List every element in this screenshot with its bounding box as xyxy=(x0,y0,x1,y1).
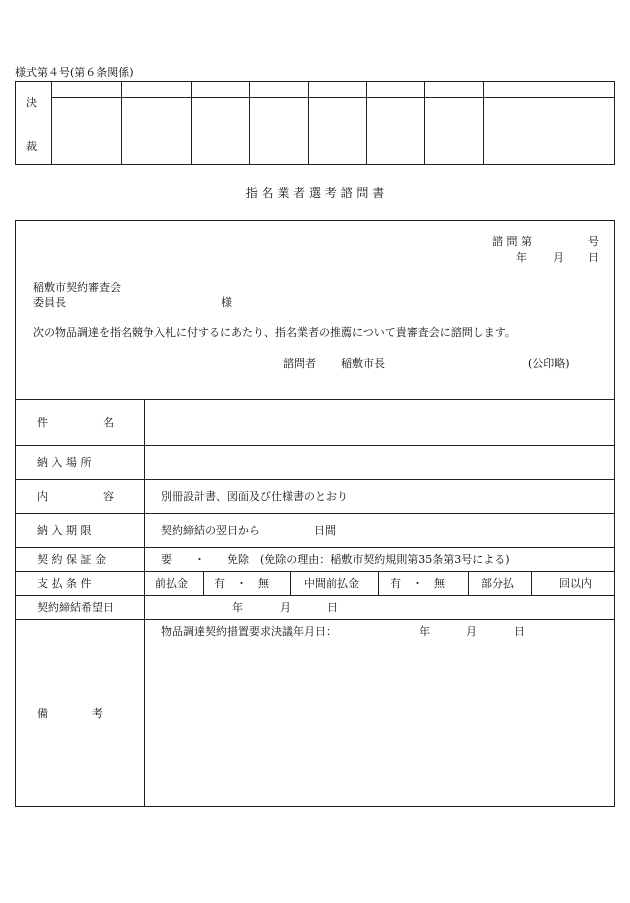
partial-payment-label: 部分払 xyxy=(481,577,514,590)
contents-value: 別冊設計書、図面及び仕様書のとおり xyxy=(161,490,348,503)
contract-guarantee-label: 契 約 保 証 金 xyxy=(37,553,106,566)
payment-cell-divider xyxy=(468,571,469,595)
partial-payment-value: 回以内 xyxy=(559,577,592,590)
approval-column-divider xyxy=(121,82,122,164)
delivery-period-value: 契約締結の翌日から xyxy=(161,524,260,537)
row-divider xyxy=(16,571,614,572)
requester-label: 諮問者 xyxy=(283,357,316,370)
row-divider xyxy=(16,445,614,446)
contract-date-year: 年 xyxy=(232,601,243,614)
advance-payment-label: 前払金 xyxy=(155,577,188,590)
payment-cell-divider xyxy=(203,571,204,595)
contract-date-month: 月 xyxy=(280,601,291,614)
remarks-year: 年 xyxy=(419,625,430,638)
contract-date-label: 契約締結希望日 xyxy=(37,601,114,614)
payment-cell-divider xyxy=(290,571,291,595)
row-divider xyxy=(16,619,614,620)
addressee-title: 委員長 xyxy=(33,296,66,309)
date-month: 月 xyxy=(553,251,564,264)
document-title: 指 名 業 者 選 考 諮 問 書 xyxy=(245,186,385,200)
interim-payment-label: 中間前払金 xyxy=(304,577,359,590)
payment-cell-divider xyxy=(378,571,379,595)
item-name-label: 件 名 xyxy=(37,416,114,429)
approval-column-divider xyxy=(366,82,367,164)
remarks-day: 日 xyxy=(514,625,525,638)
form-number-label: 様式第４号(第６条関係) xyxy=(15,66,134,79)
contents-label: 内 容 xyxy=(37,490,114,503)
remarks-month: 月 xyxy=(466,625,477,638)
approval-column-divider xyxy=(249,82,250,164)
approval-column-divider xyxy=(308,82,309,164)
requester-name: 稲敷市長 xyxy=(341,357,385,370)
inquiry-body-text: 次の物品調達を指名競争入札に付するにあたり、指名業者の推薦について貴審査会に諮問します。 xyxy=(33,326,516,339)
contract-date-day: 日 xyxy=(327,601,338,614)
delivery-place-label: 納 入 場 所 xyxy=(37,456,92,469)
approval-column-divider xyxy=(424,82,425,164)
contract-guarantee-value: 要 ・ 免除 (免除の理由：稲敷市契約規則第35条第3号による) xyxy=(161,553,510,566)
date-day: 日 xyxy=(588,251,599,264)
delivery-period-unit: 日間 xyxy=(314,524,336,537)
honorific: 様 xyxy=(221,296,232,309)
remarks-label: 備 考 xyxy=(37,707,103,720)
inquiry-number-label: 諮 問 第 xyxy=(492,235,532,248)
seal-omitted-note: (公印略) xyxy=(528,357,570,370)
approval-label-top: 決 xyxy=(26,96,37,109)
row-divider xyxy=(16,513,614,514)
advance-payment-choice: 有 ・ 無 xyxy=(214,577,269,590)
approval-label-bottom: 裁 xyxy=(26,140,37,153)
table-top-line xyxy=(16,399,614,400)
approval-header-line xyxy=(51,97,615,98)
addressee-organization: 稲敷市契約審査会 xyxy=(33,281,121,294)
remarks-note: 物品調達契約措置要求決議年月日： xyxy=(161,625,337,638)
payment-terms-label: 支 払 条 件 xyxy=(37,577,92,590)
row-divider xyxy=(16,547,614,548)
date-year: 年 xyxy=(516,251,527,264)
inquiry-number-suffix: 号 xyxy=(588,235,599,248)
interim-payment-choice: 有 ・ 無 xyxy=(390,577,445,590)
row-divider xyxy=(16,595,614,596)
label-column-divider xyxy=(144,399,145,806)
approval-column-divider xyxy=(483,82,484,164)
approval-box xyxy=(15,81,615,165)
payment-cell-divider xyxy=(531,571,532,595)
row-divider xyxy=(16,479,614,480)
approval-column-divider xyxy=(191,82,192,164)
delivery-period-label: 納 入 期 限 xyxy=(37,524,92,537)
main-form xyxy=(15,220,615,807)
